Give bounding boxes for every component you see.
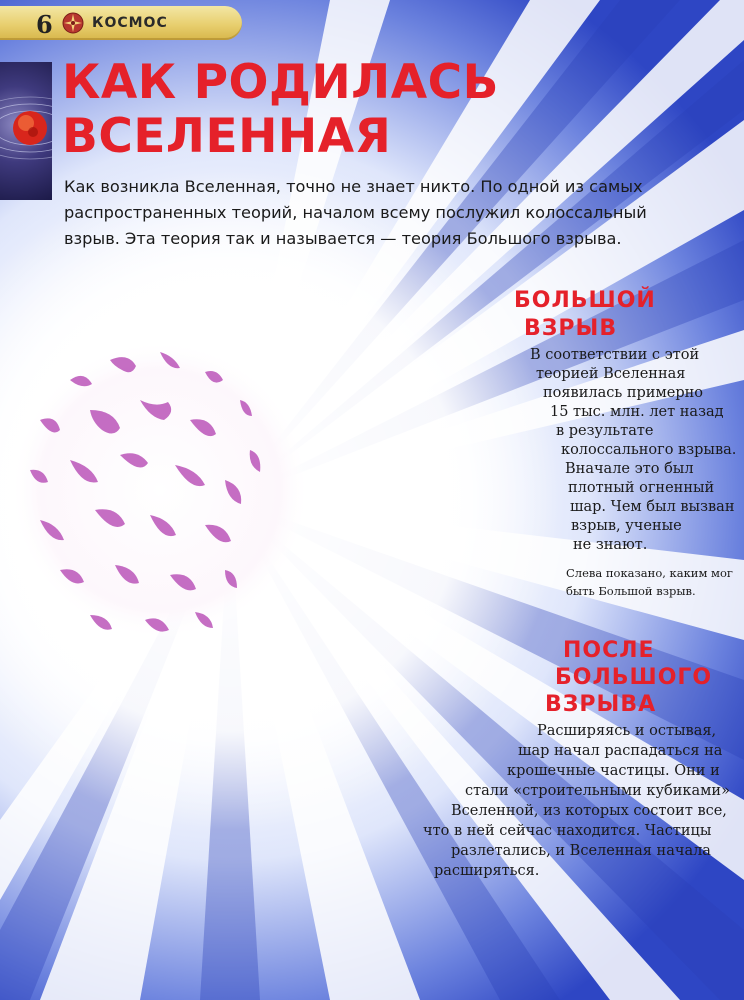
intro-line: Как возникла Вселенная, точно не знает никто. По одной из самых <box>64 177 643 196</box>
intro-line: распространенных теорий, началом всему послужил колоссальный <box>64 203 647 222</box>
after-text-line: разлетались, и Вселенная начала <box>451 843 711 859</box>
after-text-line: крошечные частицы. Они и <box>507 763 720 779</box>
big-bang-text-line: колоссального взрыва. <box>561 442 737 458</box>
big-bang-text-line: Вначале это был <box>565 461 694 477</box>
after-text-line: стали «строительными кубиками» <box>465 783 730 799</box>
after-heading-line-1: ПОСЛЕ <box>563 638 655 663</box>
page-title <box>62 56 662 164</box>
after-text-line: расширяться. <box>434 863 540 879</box>
page-number: 6 <box>36 10 53 39</box>
big-bang-text-line: не знают. <box>573 537 648 553</box>
big-bang-heading-line-2: ВЗРЫВ <box>524 316 618 341</box>
after-text-line: что в ней сейчас находится. Частицы <box>423 823 712 839</box>
title-line-2: ВСЕЛЕННАЯ <box>62 109 392 164</box>
big-bang-text-line: теорией Вселенная <box>536 366 686 382</box>
section-name: КОСМОС <box>92 15 168 31</box>
big-bang-text-line: В соответствии с этой <box>530 347 700 363</box>
illustration-caption-line: Слева показано, каким мог <box>566 566 733 580</box>
after-text-line: Вселенной, из которых состоит все, <box>451 803 727 819</box>
solar-system-thumbnail <box>0 62 52 200</box>
illustration-caption-line: быть Большой взрыв. <box>566 584 696 598</box>
big-bang-text-line: в результате <box>556 423 654 439</box>
big-bang-text-line: появилась примерно <box>543 385 703 401</box>
big-bang-text-line: взрыв, ученые <box>571 518 682 534</box>
big-bang-heading-line-1: БОЛЬШОЙ <box>514 288 656 313</box>
after-text-line: шар начал распадаться на <box>518 743 723 759</box>
after-heading-line-3: ВЗРЫВА <box>545 692 657 717</box>
big-bang-text-line: плотный огненный <box>568 480 715 496</box>
title-line-1: КАК РОДИЛАСЬ <box>62 55 499 110</box>
compass-icon <box>62 12 84 34</box>
big-bang-text-line: шар. Чем был вызван <box>570 499 735 515</box>
header-tab <box>0 6 242 40</box>
intro-paragraph <box>64 174 704 252</box>
after-heading-line-2: БОЛЬШОГО <box>555 665 713 690</box>
after-text-line: Расширяясь и остывая, <box>537 723 717 739</box>
big-bang-text-line: 15 тыс. млн. лет назад <box>550 404 724 420</box>
intro-line: взрыв. Эта теория так и называется — теория Большого взрыва. <box>64 229 622 248</box>
